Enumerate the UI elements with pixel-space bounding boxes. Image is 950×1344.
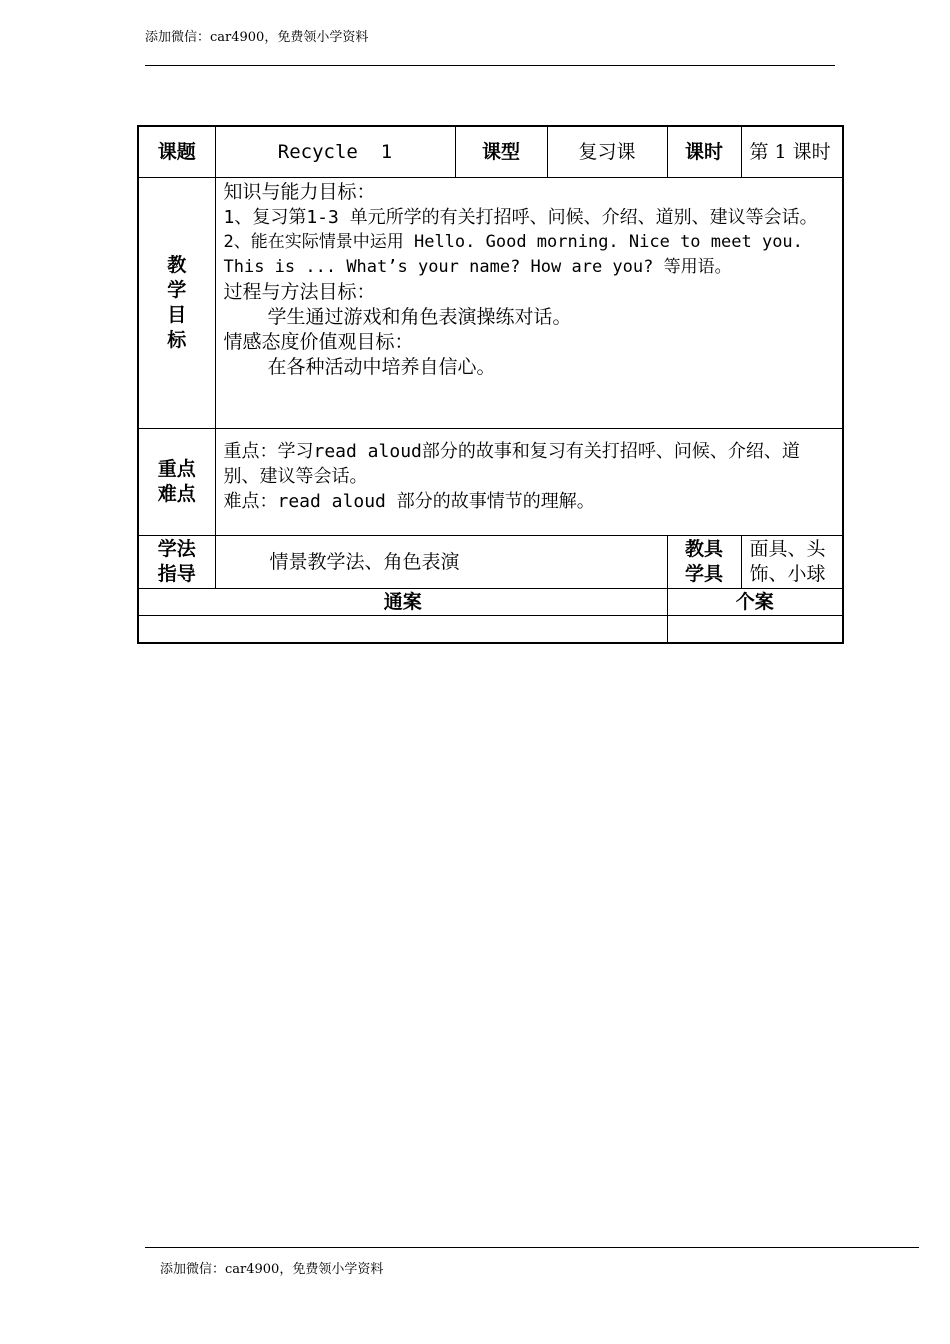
page-footer-text: 添加微信：car4900，免费领小学资料 — [160, 1262, 384, 1277]
goals-content — [215, 178, 843, 429]
method-row — [138, 536, 843, 589]
individual-plan-label: 个案 — [667, 589, 843, 616]
process-goal-text: 学生通过游戏和角色表演操练对话。 — [267, 306, 572, 328]
method-value: 情景教学法、角色表演 — [215, 536, 667, 589]
knowledge-goal-item-1: 1、复习第1-3 单元所学的有关打招呼、问候、介绍、道别、建议等会话。 — [223, 207, 818, 228]
lesson-plan-table — [137, 125, 844, 644]
knowledge-goal-item-2: 2、能在实际情景中运用 Hello. Good morning. Nice to meet you. This is ... What’s your name? How are you? 等用语。 — [223, 232, 803, 277]
period-label: 课时 — [667, 126, 741, 178]
page-header-text: 添加微信：car4900，免费领小学资料 — [145, 30, 369, 45]
common-plan-cell — [138, 616, 667, 644]
goals-label — [138, 178, 215, 429]
tools-value: 面具、头饰、小球 — [741, 536, 843, 589]
emotion-goal-title: 情感态度价值观目标： — [223, 331, 414, 353]
method-label-text: 学法指导 — [157, 538, 196, 585]
common-plan-label: 通案 — [138, 589, 667, 616]
tools-label — [667, 536, 741, 589]
emotion-goal-text: 在各种活动中培养自信心。 — [267, 356, 496, 378]
topic-label: 课题 — [138, 126, 215, 178]
individual-plan-cell — [667, 616, 843, 644]
knowledge-goal-title: 知识与能力目标： — [223, 181, 376, 203]
topic-row — [138, 126, 843, 178]
period-value: 第 1 课时 — [741, 126, 843, 178]
plan-content-row — [138, 616, 843, 644]
goals-row — [138, 178, 843, 429]
key-label-text: 重点难点 — [157, 458, 196, 505]
plan-section-row — [138, 589, 843, 616]
tools-label-text: 教具学具 — [684, 538, 723, 585]
key-points-row — [138, 429, 843, 536]
key-points-text: 重点：学习read aloud部分的故事和复习有关打招呼、问候、介绍、道别、建议等会话。 — [223, 441, 800, 487]
footer-divider — [145, 1247, 919, 1248]
method-label — [138, 536, 215, 589]
topic-value: Recycle 1 — [215, 126, 455, 178]
key-content — [215, 429, 843, 536]
type-label: 课型 — [455, 126, 547, 178]
process-goal-title: 过程与方法目标： — [223, 281, 376, 303]
goals-label-text: 教学目标 — [167, 254, 187, 351]
header-divider — [145, 65, 835, 66]
key-label — [138, 429, 215, 536]
type-value: 复习课 — [547, 126, 667, 178]
difficult-points-text: 难点：read aloud 部分的故事情节的理解。 — [223, 491, 595, 512]
